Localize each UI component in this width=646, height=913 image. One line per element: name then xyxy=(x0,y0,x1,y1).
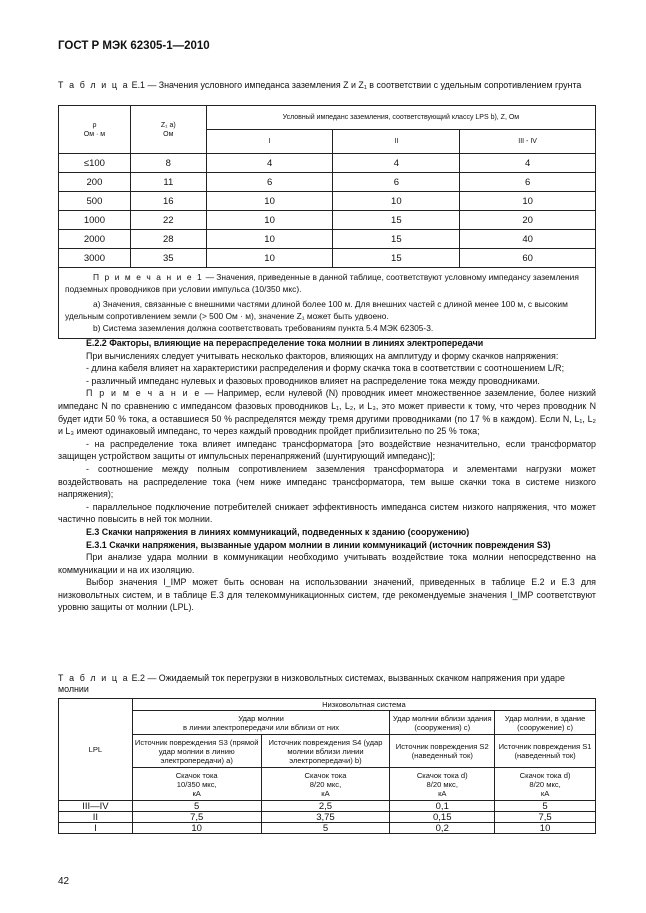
paragraph: - на распределение тока влияет импеданс трансформатора [это воздействие незначительно, если трансформатор защищен устройством защиты от импульсных перенапряжений (шунтирующий импеданс)]; xyxy=(58,438,596,462)
paragraph: При анализе удара молнии в коммуникации необходимо учитывать воздействие тока молнии непосредственно на коммуникации и на их изоляцию. xyxy=(58,552,596,575)
table2-caption xyxy=(58,673,596,695)
document-header: ГОСТ Р МЭК 62305-1—2010 xyxy=(58,40,210,52)
paragraph: - параллельное подключение потребителей снижает эффективность импеданса систем низкого напряжения, что может частично повысить в ней ток молнии. xyxy=(58,501,596,525)
table2-src2: Источник повреждения S4 (удар молнии вблизи линии электропередачи) b) xyxy=(261,735,390,768)
page-number: 42 xyxy=(58,876,70,887)
table-row: ≤100 8 4 4 4 xyxy=(59,154,596,173)
table2-group3: Удар молнии, в здание (сооружение) c) xyxy=(495,711,596,735)
table-row: 2000 28 10 15 40 xyxy=(59,230,596,249)
paragraph: - соотношение между полным сопротивлением заземления трансформатора и элементами нагрузки может воздействовать на распределение тока (чем ниже импеданс трансформатора, тем выше скачки тока в системе низкого напряжения); xyxy=(58,463,596,500)
table1-footnote-a: a) Значения, связанные с внешними частями длиной более 100 м. Для внешних частей с длиной менее 100 м, с высоким удельным сопротивлением земли (> 500 Ом · м), значение Z₁ может быть удвоено. xyxy=(65,299,568,321)
section-e3-heading: Е.3 Скачки напряжения в линиях коммуникаций, подведенных к зданию (сооружению) xyxy=(86,526,470,537)
table2-unit1: Скачок тока 10/350 мкс, кА xyxy=(132,768,261,801)
table-row: 200 11 6 6 6 xyxy=(59,173,596,192)
section-e22-heading: Е.2.2 Факторы, влияющие на перераспределение тока молнии в линиях электропередачи xyxy=(86,338,484,348)
section-e22-note-label: П р и м е ч а н и е xyxy=(86,388,201,399)
table2-header-lpl: LPL xyxy=(59,699,133,801)
table1-header-rho: ρ Ом · м xyxy=(59,106,131,154)
paragraph: - длина кабеля влияет на характеристики распределения и форму скачка тока в соответствии с соотношением L/R; xyxy=(86,363,565,374)
table1-caption-text: Е.1 — Значения условного импеданса заземления Z и Z₁ в соответствии с удельным сопротивлением грунта xyxy=(131,80,582,90)
table-row: 500 16 10 10 10 xyxy=(59,192,596,211)
table1-footnote-b: b) Система заземления должна соответствовать требованиям пункта 5.4 МЭК 62305-3. xyxy=(93,323,434,333)
table1-caption-prefix: Т а б л и ц а xyxy=(58,80,130,90)
table1-note1-text: — Значения, приведенные в данной таблице, соответствуют условному импедансу заземления подземных проводников при условии импульса (10/350 мкс). xyxy=(65,272,579,294)
table2-caption-prefix: Т а б л и ц а xyxy=(58,673,130,683)
table1-caption xyxy=(58,80,596,91)
section-e22 xyxy=(58,337,596,614)
table-row: III—IV 5 2,5 0,1 5 xyxy=(59,801,596,812)
table2-unit3: Скачок тока d) 8/20 мкс, кА xyxy=(390,768,495,801)
table2-src1: Источник повреждения S3 (прямой удар молнии в линию электропередачи) a) xyxy=(132,735,261,768)
table2-top-header: Низковольтная система xyxy=(132,699,595,711)
table1-note1-label: П р и м е ч а н и е 1 xyxy=(93,272,204,282)
table-row: 3000 35 10 15 60 xyxy=(59,249,596,268)
table1-notes xyxy=(59,268,596,339)
table-e2 xyxy=(58,698,596,834)
paragraph: При вычислениях следует учитывать несколько факторов, влияющих на амплитуду и форму скачков напряжения: xyxy=(86,350,559,361)
section-e22-note-text: — Например, если нулевой (N) проводник имеет множественное заземление, более низкий импеданс N по сравнению с импедансом фазовых проводников L₁, L₂, и L₃, это может привести к тому, что через проводник N будет идти 50 % тока, а оставшиеся 50 % распределятся между тремя другими проводниками (по 17 % в каждом). Если N, L₁, L₂ и L₃ имеют одинаковый импеданс, то через каждый проводник пройдет приблизительно по 25 % тока; xyxy=(58,388,596,437)
table-e1 xyxy=(58,105,596,339)
table1-class-1: I xyxy=(206,130,333,154)
table2-src3: Источник повреждения S2 (наведенный ток) xyxy=(390,735,495,768)
paragraph: Выбор значения I_IMP может быть основан на использовании значений, приведенных в таблице Е.2 и Е.3 для низковольтных систем, и в таблице Е.3 для телекоммуникационных систем, где рекомендуемые значения I_IMP соответствуют уровню защиты от молнии (LPL). xyxy=(58,577,596,613)
paragraph: - различный импеданс нулевых и фазовых проводников влияет на распределение тока между проводниками. xyxy=(86,375,540,386)
table2-src4: Источник повреждения S1 (наведенный ток) xyxy=(495,735,596,768)
table1-class-2: II xyxy=(333,130,460,154)
table2-caption-text: Е.2 — Ожидаемый ток перегрузки в низковольтных системах, вызванных скачком напряжения при ударе молнии xyxy=(58,673,565,694)
table-row: I 10 5 0,2 10 xyxy=(59,823,596,834)
table2-unit2: Скачок тока 8/20 мкс, кА xyxy=(261,768,390,801)
section-e31-heading: Е.3.1 Скачки напряжения, вызванные ударом молнии в линии коммуникаций (источник повреждения S3) xyxy=(86,539,551,550)
table1-group-header: Условный импеданс заземления, соответствующий классу LPS b), Z, Ом xyxy=(206,106,595,130)
table1-class-3: III - IV xyxy=(460,130,596,154)
table-row: 1000 22 10 15 20 xyxy=(59,211,596,230)
table2-group2: Удар молнии вблизи здания (сооружения) c) xyxy=(390,711,495,735)
table2-group1: Удар молнии в линии электропередачи или вблизи от них xyxy=(132,711,390,735)
table2-unit4: Скачок тока d) 8/20 мкс, кА xyxy=(495,768,596,801)
table1-header-z1: Z₁ a) Ом xyxy=(130,106,206,154)
table-row: II 7,5 3,75 0,15 7,5 xyxy=(59,812,596,823)
